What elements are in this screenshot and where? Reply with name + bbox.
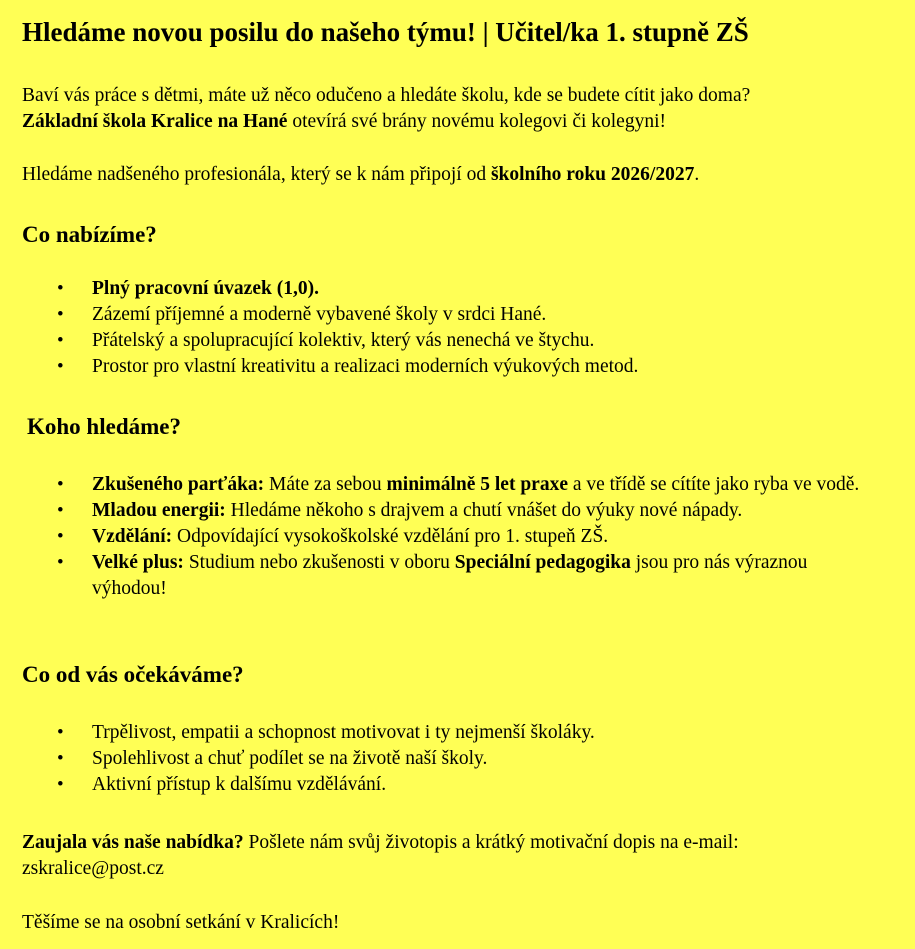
seek-item-text: Hledáme někoho s drajvem a chutí vnášet do výuky nové nápady. [225,500,743,521]
list-item [52,472,892,498]
looking-end: . [694,164,700,185]
list-item [52,498,892,524]
list-item [52,276,638,302]
school-name: Základní škola Kralice na Hané [22,111,288,132]
looking-text: Hledáme nadšeného profesionála, který se k nám připojí od [22,164,491,185]
list-item [52,524,892,550]
seek-item-text: jsou pro nás výraznou výhodou! [92,552,808,599]
intro-line2: otevírá své brány novému kolegovi či kolegyni! [287,111,666,132]
offer-item-text: Přátelský a spolupracující kolektiv, který vás nenechá ve štychu. [92,330,595,351]
seek-list [52,472,892,602]
list-item [52,302,638,328]
start-date-paragraph [22,162,699,188]
list-item: • Aktivní přístup k dalšímu vzdělávání. [52,772,595,798]
expect-heading: Co od vás očekáváme? [22,662,244,687]
expect-list [52,720,595,798]
contact-paragraph [22,830,739,882]
seek-item-label: Zkušeného parťáka: [92,474,265,495]
offer-item-text: Zázemí příjemné a moderně vybavené školy v srdci Hané. [92,304,547,325]
list-item: • Trpělivost, empatii a schopnost motivovat i ty nejmenší školáky. [52,720,595,746]
offer-heading: Co nabízíme? [22,222,157,247]
list-item [52,328,638,354]
intro-line1: Baví vás práce s dětmi, máte už něco odučeno a hledáte školu, kde se budete cítit jako doma? [22,85,751,106]
seek-item-label: Mladou energii: [92,500,226,521]
seek-item-emphasis: minimálně 5 let praxe [386,474,568,495]
page-title: Hledáme novou posilu do našeho týmu! | Učitel/ka 1. stupně ZŠ [22,17,749,47]
list-item: • Spolehlivost a chuť podílet se na životě naší školy. [52,746,595,772]
offer-list [52,276,638,380]
intro-paragraph [22,83,750,135]
seek-item-text: Studium nebo zkušenosti v oboru [183,552,455,573]
list-item [52,354,638,380]
contact-question: Zaujala vás naše nabídka? [22,832,244,853]
seek-item-text: a ve třídě se cítíte jako ryba ve vodě. [567,474,860,495]
offer-item-text: Prostor pro vlastní kreativitu a realizaci moderních výukových metod. [92,356,639,377]
seek-item-emphasis: Speciální pedagogika [454,552,631,573]
seek-item-label: Vzdělání: [92,526,173,547]
contact-email[interactable]: zskralice@post.cz [22,858,164,879]
offer-item-bold: Plný pracovní úvazek (1,0). [92,278,319,299]
list-item [52,550,882,602]
seek-item-label: Velké plus: [92,552,184,573]
contact-text: Pošlete nám svůj životopis a krátký motivační dopis na e-mail: [243,832,739,853]
school-year: školního roku 2026/2027 [490,164,695,185]
closing-text: Těšíme se na osobní setkání v Kralicích! [22,912,340,933]
seek-heading: Koho hledáme? [27,414,181,439]
seek-item-text: Máte za sebou [264,474,387,495]
seek-item-text: Odpovídající vysokoškolské vzdělání pro 1. stupeň ZŠ. [172,526,609,547]
